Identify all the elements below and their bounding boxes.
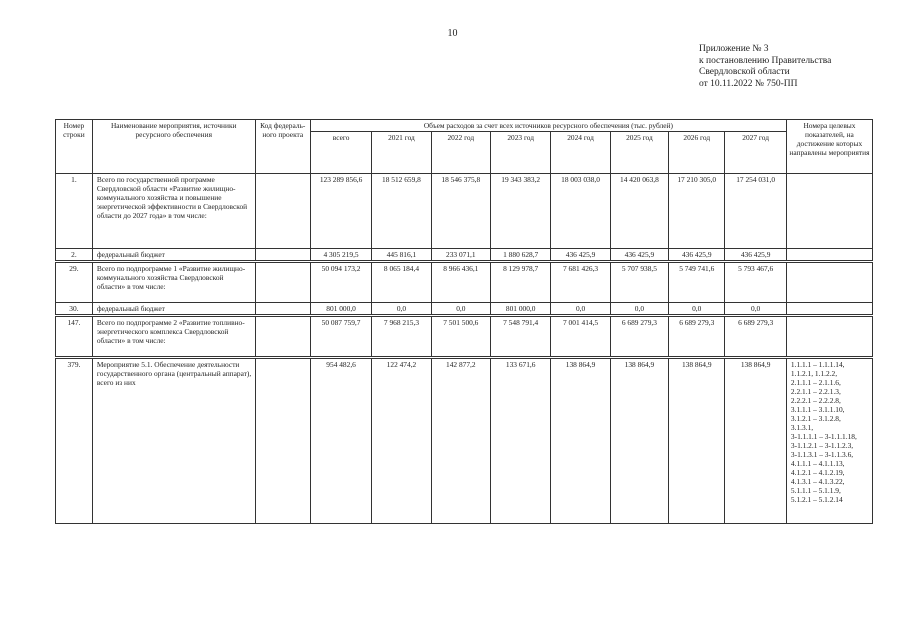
target-code: 3-1.1.2.1 – 3-1.1.2.3, xyxy=(790,441,854,450)
target-code: 2.1.1.1 – 2.1.1.6, xyxy=(790,378,841,387)
row-value-cell: 133 671,6 xyxy=(491,359,551,524)
target-code: 4.1.1.1 – 4.1.1.13, xyxy=(790,459,845,468)
row-value-cell: 0,0 xyxy=(431,303,490,315)
target-code: 4.1.3.1 – 4.1.3.22, xyxy=(790,477,845,486)
row-value-cell: 138 864,9 xyxy=(610,359,668,524)
row-code-cell xyxy=(255,359,310,524)
row-value-cell: 6 689 279,3 xyxy=(725,317,787,357)
target-code: 3.1.1.1 – 3.1.1.10, xyxy=(790,405,845,414)
target-code: 3.1.3.1, xyxy=(790,423,814,432)
row-target-cell xyxy=(786,249,872,261)
row-value-cell: 7 548 791,4 xyxy=(491,317,551,357)
row-value-cell: 5 749 741,6 xyxy=(669,263,725,303)
header-2022: 2022 год xyxy=(431,132,490,174)
appendix-line-1: Приложение № 3 xyxy=(699,44,769,54)
row-name-cell: Всего по подпрограмме 2 «Развитие топливно-энергетического комплекса Свердловской области» в том числе: xyxy=(92,317,255,357)
header-row-no: Номер строки xyxy=(56,120,93,174)
row-target-cell xyxy=(786,174,872,249)
row-value-cell: 5 707 938,5 xyxy=(610,263,668,303)
row-name-cell: федеральный бюджет xyxy=(92,249,255,261)
header-name: Наименование мероприятия, источники ресурсного обеспечения xyxy=(92,120,255,174)
row-code-cell xyxy=(255,263,310,303)
row-value-cell: 50 094 173,2 xyxy=(310,263,371,303)
target-code: 1.1.2.1, 1.1.2.2, xyxy=(790,369,838,378)
row-value-cell: 6 689 279,3 xyxy=(669,317,725,357)
row-target-cell xyxy=(786,359,872,524)
row-value-cell: 17 254 031,0 xyxy=(725,174,787,249)
row-value-cell: 17 210 305,0 xyxy=(669,174,725,249)
row-value-cell: 18 546 375,8 xyxy=(431,174,490,249)
row-value-cell: 18 003 038,0 xyxy=(551,174,610,249)
header-2023: 2023 год xyxy=(491,132,551,174)
row-value-cell: 436 425,9 xyxy=(669,249,725,261)
row-target-cell xyxy=(786,263,872,303)
header-2024: 2024 год xyxy=(551,132,610,174)
row-name-cell: Всего по государственной программе Свердловской области «Развитие жилищно-коммунального хозяйства и повышение энергетической эффективности в Свердловской области до 2027 года» в том числе: xyxy=(92,174,255,249)
row-value-cell: 8 129 978,7 xyxy=(491,263,551,303)
row-value-cell: 1 880 628,7 xyxy=(491,249,551,261)
row-value-cell: 7 681 426,3 xyxy=(551,263,610,303)
target-code: 5.1.2.1 – 5.1.2.14 xyxy=(790,495,843,504)
row-value-cell: 7 501 500,6 xyxy=(431,317,490,357)
row-value-cell: 7 968 215,3 xyxy=(372,317,431,357)
target-code: 1.1.1.1 – 1.1.1.14, xyxy=(790,360,845,369)
row-value-cell: 19 343 383,2 xyxy=(491,174,551,249)
target-code: 5.1.1.1 – 5.1.1.9, xyxy=(790,486,841,495)
header-target: Номера целевых показателей, на достижение которых направлены мероприятия xyxy=(786,120,872,174)
row-name-cell: Всего по подпрограмме 1 «Развитие жилищно-коммунального хозяйства Свердловской области» в том числе: xyxy=(92,263,255,303)
row-value-cell: 8 966 436,1 xyxy=(431,263,490,303)
row-name-cell: федеральный бюджет xyxy=(92,303,255,315)
row-value-cell: 436 425,9 xyxy=(610,249,668,261)
row-value-cell: 233 071,1 xyxy=(431,249,490,261)
header-total: всего xyxy=(310,132,371,174)
table-body xyxy=(56,174,873,524)
row-value-cell: 6 689 279,3 xyxy=(610,317,668,357)
row-name-cell: Мероприятие 5.1. Обеспечение деятельности государственного органа (центральный аппарат), всего из них xyxy=(92,359,255,524)
row-value-cell: 801 000,0 xyxy=(310,303,371,315)
row-value-cell: 0,0 xyxy=(551,303,610,315)
row-number-cell: 1. xyxy=(56,174,93,249)
row-value-cell: 5 793 467,6 xyxy=(725,263,787,303)
row-number-cell: 2. xyxy=(56,249,93,261)
header-2025: 2025 год xyxy=(610,132,668,174)
row-code-cell xyxy=(255,303,310,315)
row-value-cell: 138 864,9 xyxy=(669,359,725,524)
row-value-cell: 138 864,9 xyxy=(725,359,787,524)
target-code: 4.1.2.1 – 4.1.2.19, xyxy=(790,468,845,477)
row-number-cell: 147. xyxy=(56,317,93,357)
row-number-cell: 30. xyxy=(56,303,93,315)
resource-table xyxy=(55,119,873,524)
row-value-cell: 436 425,9 xyxy=(725,249,787,261)
target-code: 2.2.2.1 – 2.2.2.8, xyxy=(790,396,841,405)
row-value-cell: 0,0 xyxy=(372,303,431,315)
row-value-cell: 954 482,6 xyxy=(310,359,371,524)
row-number-cell: 29. xyxy=(56,263,93,303)
target-code: 3-1.1.1.1 – 3-1.1.1.18, xyxy=(790,432,857,441)
header-code: Код федераль-ного проекта xyxy=(255,120,310,174)
header-2027: 2027 год xyxy=(725,132,787,174)
table-row xyxy=(56,303,873,315)
row-code-cell xyxy=(255,174,310,249)
row-value-cell: 14 420 063,8 xyxy=(610,174,668,249)
row-target-cell xyxy=(786,303,872,315)
row-value-cell: 8 065 184,4 xyxy=(372,263,431,303)
header-2021: 2021 год xyxy=(372,132,431,174)
row-value-cell: 436 425,9 xyxy=(551,249,610,261)
header-expenses: Объем расходов за счет всех источников ресурсного обеспечения (тыс. рублей) xyxy=(310,120,786,132)
row-value-cell: 7 001 414,5 xyxy=(551,317,610,357)
appendix-line-3: Свердловской области xyxy=(699,67,790,77)
row-number-cell: 379. xyxy=(56,359,93,524)
row-value-cell: 123 289 856,6 xyxy=(310,174,371,249)
appendix-line-2: к постановлению Правительства xyxy=(699,55,832,66)
table-row xyxy=(56,263,873,303)
row-value-cell: 4 305 219,5 xyxy=(310,249,371,261)
row-value-cell: 142 877,2 xyxy=(431,359,490,524)
row-value-cell: 0,0 xyxy=(725,303,787,315)
target-code: 2.2.1.1 – 2.2.1.3, xyxy=(790,387,841,396)
header-2026: 2026 год xyxy=(669,132,725,174)
target-code: 3-1.1.3.1 – 3-1.1.3.6, xyxy=(790,450,854,459)
row-value-cell: 122 474,2 xyxy=(372,359,431,524)
target-code: 3.1.2.1 – 3.1.2.8, xyxy=(790,414,841,423)
table-row xyxy=(56,249,873,261)
row-target-cell xyxy=(786,317,872,357)
row-value-cell: 445 816,1 xyxy=(372,249,431,261)
appendix-line-4: от 10.11.2022 № 750-ПП xyxy=(699,78,798,89)
table-row xyxy=(56,317,873,357)
row-value-cell: 0,0 xyxy=(610,303,668,315)
row-value-cell: 50 087 759,7 xyxy=(310,317,371,357)
row-value-cell: 801 000,0 xyxy=(491,303,551,315)
row-value-cell: 18 512 659,8 xyxy=(372,174,431,249)
appendix-header xyxy=(699,44,831,90)
table-row xyxy=(56,174,873,249)
row-code-cell xyxy=(255,249,310,261)
page-number: 10 xyxy=(447,28,458,39)
row-code-cell xyxy=(255,317,310,357)
row-value-cell: 0,0 xyxy=(669,303,725,315)
table-row xyxy=(56,359,873,524)
row-value-cell: 138 864,9 xyxy=(551,359,610,524)
